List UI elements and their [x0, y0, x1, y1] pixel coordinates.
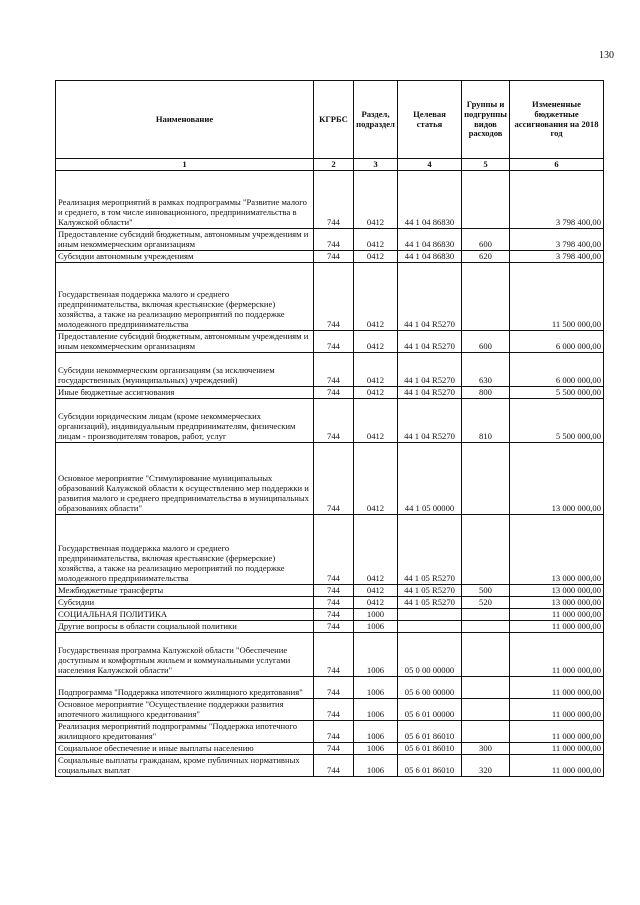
row-name: Субсидии некоммерческим организациям (за исключением государственных (муниципальных) учреждений)	[56, 353, 314, 387]
row-section: 1006	[354, 633, 398, 677]
row-section: 0412	[354, 399, 398, 443]
row-kgrbs: 744	[314, 171, 354, 229]
row-amount: 11 000 000,00	[510, 677, 604, 699]
row-section: 0412	[354, 597, 398, 609]
row-target-article: 05 6 01 86010	[398, 755, 462, 777]
row-section: 0412	[354, 515, 398, 585]
row-expense-type: 320	[462, 755, 510, 777]
row-kgrbs: 744	[314, 229, 354, 251]
table-row	[56, 699, 604, 721]
table-body	[56, 171, 604, 777]
row-name: Государственная поддержка малого и среднего предпринимательства, включая крестьянские (фермерские) хозяйства, а также на реализацию мероприятий по поддержке молодежного предпринимательства	[56, 263, 314, 331]
row-name: Социальное обеспечение и иные выплаты населению	[56, 743, 314, 755]
table-row	[56, 621, 604, 633]
page-number: 130	[599, 50, 614, 61]
row-expense-type	[462, 443, 510, 515]
row-section: 0412	[354, 387, 398, 399]
row-amount: 11 000 000,00	[510, 699, 604, 721]
row-kgrbs: 744	[314, 399, 354, 443]
table-row	[56, 171, 604, 229]
row-name: Государственная поддержка малого и среднего предпринимательства, включая крестьянские (фермерские) хозяйства, а также на реализацию мероприятий по поддержке молодежного предпринимательства	[56, 515, 314, 585]
row-target-article: 44 1 04 86830	[398, 229, 462, 251]
row-expense-type: 520	[462, 597, 510, 609]
row-expense-type: 600	[462, 331, 510, 353]
row-target-article: 05 6 01 86010	[398, 721, 462, 743]
table-row	[56, 609, 604, 621]
row-expense-type	[462, 633, 510, 677]
row-amount: 6 000 000,00	[510, 331, 604, 353]
row-target-article: 44 1 05 00000	[398, 443, 462, 515]
row-amount: 13 000 000,00	[510, 597, 604, 609]
row-name: Предоставление субсидий бюджетным, автономным учреждениям и иным некоммерческим организациям	[56, 229, 314, 251]
row-expense-type	[462, 621, 510, 633]
header-name: Наименование	[56, 81, 314, 159]
row-name: Основное мероприятие "Стимулирование муниципальных образований Калужской области к осуществлению мер поддержки и развития малого и среднего предпринимательства в муниципальных образованиях области"	[56, 443, 314, 515]
row-expense-type	[462, 263, 510, 331]
header-section: Раздел, подраздел	[354, 81, 398, 159]
table-row	[56, 229, 604, 251]
row-expense-type: 300	[462, 743, 510, 755]
row-section: 0412	[354, 171, 398, 229]
header-row	[56, 81, 604, 159]
row-target-article: 44 1 04 86830	[398, 251, 462, 263]
row-target-article: 05 6 01 00000	[398, 699, 462, 721]
row-kgrbs: 744	[314, 743, 354, 755]
row-name: Субсидии автономным учреждениям	[56, 251, 314, 263]
row-kgrbs: 744	[314, 721, 354, 743]
row-amount: 6 000 000,00	[510, 353, 604, 387]
row-target-article: 05 0 00 00000	[398, 633, 462, 677]
row-amount: 11 000 000,00	[510, 633, 604, 677]
row-expense-type: 620	[462, 251, 510, 263]
column-number: 3	[354, 159, 398, 171]
row-expense-type: 600	[462, 229, 510, 251]
table-row	[56, 331, 604, 353]
row-kgrbs: 744	[314, 755, 354, 777]
table-row	[56, 263, 604, 331]
row-target-article: 44 1 04 R5270	[398, 331, 462, 353]
row-name: Субсидии	[56, 597, 314, 609]
row-expense-type	[462, 609, 510, 621]
column-number: 1	[56, 159, 314, 171]
row-name: Основное мероприятие "Осуществление поддержки развития ипотечного жилищного кредитования"	[56, 699, 314, 721]
table-row	[56, 515, 604, 585]
row-target-article: 05 6 01 86010	[398, 743, 462, 755]
header-target-article: Целевая статья	[398, 81, 462, 159]
row-kgrbs: 744	[314, 677, 354, 699]
row-expense-type: 500	[462, 585, 510, 597]
row-name: Реализация мероприятий в рамках подпрограммы "Развитие малого и среднего, в том числе инновационного, предпринимательства в Калужской области"	[56, 171, 314, 229]
row-section: 1006	[354, 677, 398, 699]
row-section: 1006	[354, 699, 398, 721]
column-number: 2	[314, 159, 354, 171]
row-section: 1000	[354, 609, 398, 621]
row-amount: 3 798 400,00	[510, 251, 604, 263]
row-kgrbs: 744	[314, 263, 354, 331]
row-expense-type	[462, 699, 510, 721]
row-name: Другие вопросы в области социальной политики	[56, 621, 314, 633]
row-section: 0412	[354, 443, 398, 515]
row-kgrbs: 744	[314, 515, 354, 585]
row-amount: 11 000 000,00	[510, 755, 604, 777]
row-name: СОЦИАЛЬНАЯ ПОЛИТИКА	[56, 609, 314, 621]
row-target-article: 44 1 05 R5270	[398, 597, 462, 609]
row-kgrbs: 744	[314, 609, 354, 621]
row-section: 0412	[354, 353, 398, 387]
table-row	[56, 387, 604, 399]
table-row	[56, 353, 604, 387]
row-name: Подпрограмма "Поддержка ипотечного жилищного кредитования"	[56, 677, 314, 699]
row-section: 1006	[354, 743, 398, 755]
table-row	[56, 251, 604, 263]
row-amount: 3 798 400,00	[510, 229, 604, 251]
row-target-article: 44 1 05 R5270	[398, 515, 462, 585]
row-amount: 11 000 000,00	[510, 743, 604, 755]
row-expense-type	[462, 677, 510, 699]
row-kgrbs: 744	[314, 251, 354, 263]
row-amount: 13 000 000,00	[510, 585, 604, 597]
row-name: Иные бюджетные ассигнования	[56, 387, 314, 399]
header-expense-type: Группы и подгруппы видов расходов	[462, 81, 510, 159]
row-amount: 11 000 000,00	[510, 609, 604, 621]
table-row	[56, 721, 604, 743]
row-kgrbs: 744	[314, 699, 354, 721]
header-amount: Измененные бюджетные ассигнования на 2018 год	[510, 81, 604, 159]
row-expense-type	[462, 171, 510, 229]
row-expense-type	[462, 721, 510, 743]
column-number: 5	[462, 159, 510, 171]
row-target-article: 44 1 05 R5270	[398, 585, 462, 597]
row-kgrbs: 744	[314, 443, 354, 515]
row-target-article: 44 1 04 R5270	[398, 263, 462, 331]
table-row	[56, 633, 604, 677]
budget-table	[55, 80, 604, 777]
row-name: Межбюджетные трансферты	[56, 585, 314, 597]
row-target-article: 44 1 04 R5270	[398, 399, 462, 443]
row-expense-type: 800	[462, 387, 510, 399]
row-section: 1006	[354, 621, 398, 633]
table-row	[56, 443, 604, 515]
row-name: Предоставление субсидий бюджетным, автономным учреждениям и иным некоммерческим организациям	[56, 331, 314, 353]
row-section: 1006	[354, 721, 398, 743]
row-expense-type: 630	[462, 353, 510, 387]
row-target-article: 05 6 00 00000	[398, 677, 462, 699]
row-target-article: 44 1 04 R5270	[398, 353, 462, 387]
row-amount: 13 000 000,00	[510, 515, 604, 585]
row-target-article	[398, 621, 462, 633]
row-amount: 5 500 000,00	[510, 387, 604, 399]
row-kgrbs: 744	[314, 633, 354, 677]
row-kgrbs: 744	[314, 597, 354, 609]
row-target-article	[398, 609, 462, 621]
row-section: 0412	[354, 585, 398, 597]
row-kgrbs: 744	[314, 387, 354, 399]
row-section: 1006	[354, 755, 398, 777]
row-kgrbs: 744	[314, 331, 354, 353]
row-expense-type	[462, 515, 510, 585]
table-row	[56, 597, 604, 609]
row-amount: 5 500 000,00	[510, 399, 604, 443]
row-expense-type: 810	[462, 399, 510, 443]
row-name: Субсидии юридическим лицам (кроме некоммерческих организаций), индивидуальным предпринимателям, физическим лицам - производителям товаров, работ, услуг	[56, 399, 314, 443]
row-section: 0412	[354, 263, 398, 331]
row-kgrbs: 744	[314, 353, 354, 387]
row-name: Реализация мероприятий подпрограммы "Поддержка ипотечного жилищного кредитования"	[56, 721, 314, 743]
table-row	[56, 743, 604, 755]
row-kgrbs: 744	[314, 621, 354, 633]
row-amount: 3 798 400,00	[510, 171, 604, 229]
row-kgrbs: 744	[314, 585, 354, 597]
header-kgrbs: КГРБС	[314, 81, 354, 159]
row-section: 0412	[354, 331, 398, 353]
row-name: Социальные выплаты гражданам, кроме публичных нормативных социальных выплат	[56, 755, 314, 777]
row-amount: 11 000 000,00	[510, 621, 604, 633]
row-section: 0412	[354, 229, 398, 251]
table-row	[56, 399, 604, 443]
row-amount: 11 000 000,00	[510, 721, 604, 743]
column-number: 4	[398, 159, 462, 171]
row-amount: 11 500 000,00	[510, 263, 604, 331]
column-number-row	[56, 159, 604, 171]
column-number: 6	[510, 159, 604, 171]
row-target-article: 44 1 04 R5270	[398, 387, 462, 399]
row-amount: 13 000 000,00	[510, 443, 604, 515]
table-row	[56, 677, 604, 699]
table-row	[56, 755, 604, 777]
table-row	[56, 585, 604, 597]
row-name: Государственная программа Калужской области "Обеспечение доступным и комфортным жильем и коммунальными услугами населения Калужской области"	[56, 633, 314, 677]
row-target-article: 44 1 04 86830	[398, 171, 462, 229]
row-section: 0412	[354, 251, 398, 263]
